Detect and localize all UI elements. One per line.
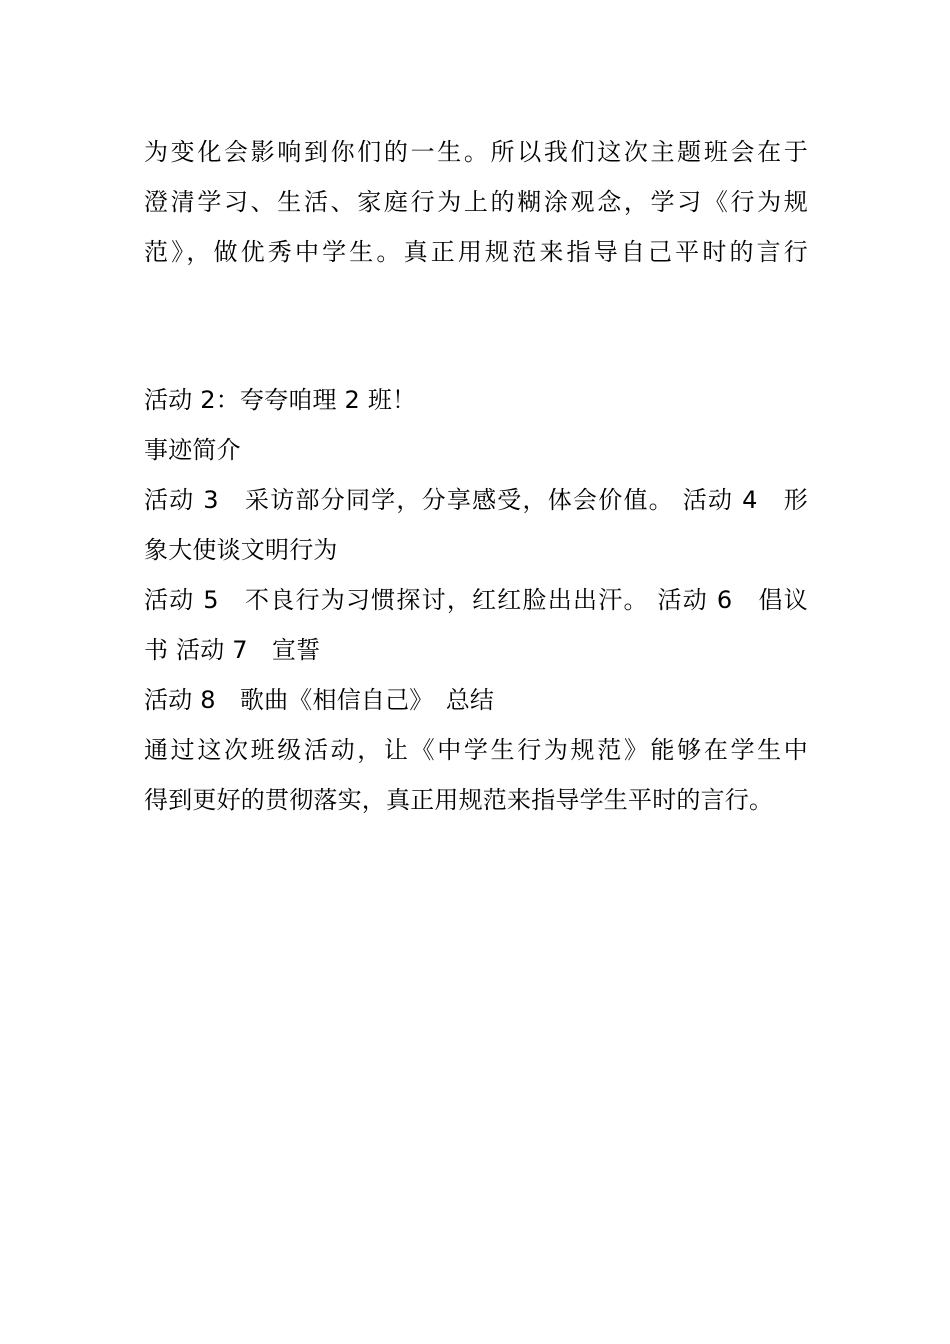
text-line: 活动 3 采访部分同学，分享感受，体会价值。 活动 4 形	[144, 486, 808, 514]
text-line: 象大使谈文明行为	[144, 536, 338, 564]
summary-line: 得到更好的贯彻落实，真正用规范来指导学生平时的言行。	[144, 786, 774, 814]
activity-2-heading: 活动 2：夸夸咱理 2 班！	[144, 386, 417, 414]
text-line: 活动 5 不良行为习惯探讨，红红脸出出汗。 活动 6 倡议	[144, 586, 808, 614]
text-line: 书 活动 7 宣誓	[144, 636, 321, 664]
text-line: 澄清学习、生活、家庭行为上的糊涂观念，学习《行为规	[144, 188, 808, 216]
text-line: 为变化会影响到你们的一生。所以我们这次主题班会在于	[144, 138, 808, 166]
activities-section	[144, 375, 808, 825]
text-line: 事迹简介	[144, 436, 241, 464]
summary-line: 通过这次班级活动，让《中学生行为规范》能够在学生中	[144, 736, 808, 764]
text-line: 活动 8 歌曲《相信自己》 总结	[144, 686, 495, 714]
text-line: 范》，做优秀中学生。真正用规范来指导自己平时的言行	[144, 238, 808, 266]
intro-paragraph	[144, 127, 808, 277]
